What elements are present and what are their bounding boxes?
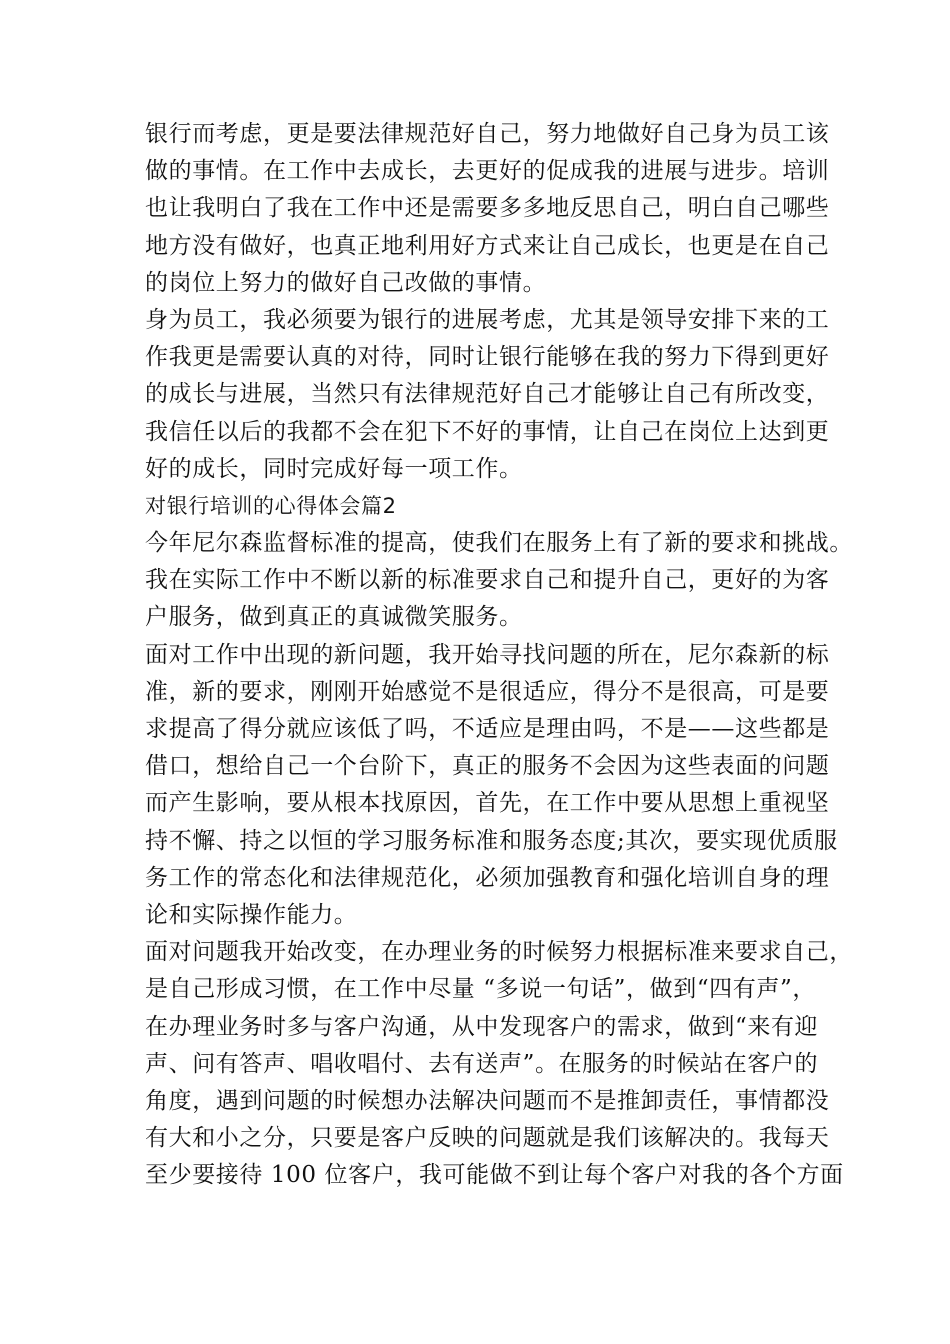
text-line: 面对工作中出现的新问题，我开始寻找问题的所在，尼尔森新的标: [145, 641, 830, 668]
text-line: 银行而考虑，更是要法律规范好自己，努力地做好自己身为员工该: [145, 121, 830, 147]
text-line: 身为员工，我必须要为银行的进展考虑，尤其是领导安排下来的工: [145, 306, 830, 333]
text-line: 声、问有答声、唱收唱付、去有送声”。在服务的时候站在客户的: [145, 1050, 819, 1077]
text-line: 也让我明白了我在工作中还是需要多多地反思自己，明白自己哪些: [145, 195, 830, 222]
section-heading: 对银行培训的心得体会篇2: [145, 493, 397, 518]
text-line: 论和实际操作能力。: [145, 901, 358, 928]
text-line: 做的事情。在工作中去成长，去更好的促成我的进展与进步。培训: [145, 158, 830, 185]
text-line: 在办理业务时多与客户沟通，从中发现客户的需求，做到“来有迎: [145, 1013, 819, 1040]
text-line: 务工作的常态化和法律规范化，必须加强教育和强化培训自身的理: [145, 864, 830, 891]
text-line: 而产生影响，要从根本找原因，首先，在工作中要从思想上重视坚: [145, 790, 830, 817]
text-line: 今年尼尔森监督标准的提高，使我们在服务上有了新的要求和挑战。: [145, 530, 853, 557]
text-line: 户服务，做到真正的真诚微笑服务。: [145, 604, 523, 631]
text-line: 持不懈、持之以恒的学习服务标准和服务态度;其次，要实现优质服: [145, 827, 838, 854]
body-text: [145, 116, 853, 1194]
text-line: 好的成长，同时完成好每一项工作。: [145, 455, 523, 482]
text-line: 有大和小之分，只要是客户反映的问题就是我们该解决的。我每天: [145, 1125, 830, 1152]
text-line: 的岗位上努力的做好自己改做的事情。: [145, 269, 547, 296]
text-line: 求提高了得分就应该低了吗，不适应是理由吗，不是——这些都是: [145, 716, 830, 742]
text-line: 借口，想给自己一个台阶下，真正的服务不会因为这些表面的问题: [145, 753, 830, 780]
text-line: 的成长与进展，当然只有法律规范好自己才能够让自己有所改变，: [145, 381, 830, 408]
text-line: 我在实际工作中不断以新的标准要求自己和提升自己，更好的为客: [145, 567, 830, 594]
text-line: 地方没有做好，也真正地利用好方式来让自己成长，也更是在自己: [145, 232, 830, 259]
text-line: 我信任以后的我都不会在犯下不好的事情，让自己在岗位上达到更: [145, 418, 830, 445]
text-line: 准，新的要求，刚刚开始感觉不是很适应，得分不是很高，可是要: [145, 678, 830, 705]
text-line: 至少要接待 100 位客户，我可能做不到让每个客户对我的各个方面: [145, 1162, 844, 1189]
text-line: 角度，遇到问题的时候想办法解决问题而不是推卸责任，事情都没: [145, 1087, 830, 1114]
text-line: 面对问题我开始改变，在办理业务的时候努力根据标准来要求自己，: [145, 939, 853, 966]
text-line: 是自己形成习惯，在工作中尽量 “多说一句话”，做到“四有声”，: [145, 976, 816, 1003]
text-line: 作我更是需要认真的对待，同时让银行能够在我的努力下得到更好: [145, 344, 830, 371]
